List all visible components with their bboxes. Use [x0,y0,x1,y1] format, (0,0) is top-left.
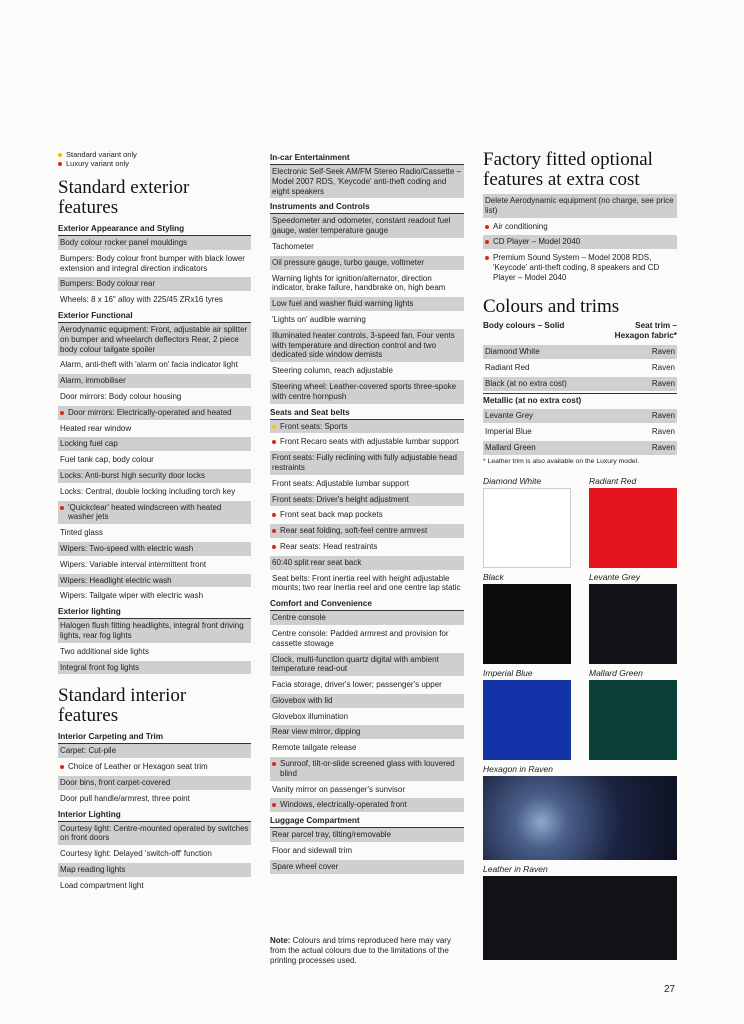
red-dot-icon [485,240,489,244]
list-item-text: Wipers: Headlight electric wash [60,575,172,585]
optional-list [483,194,677,285]
red-dot-icon [485,225,489,229]
list-item-text: Steering wheel: Leather-covered sports three-spoke with centre hornpush [272,381,457,401]
interior-title: Standard interior features [58,685,187,727]
list-item [58,776,251,790]
list-item-text: Alarm, anti-theft with 'alarm on' facia indicator light [60,360,238,370]
list-item-text: Load compartment light [60,880,144,890]
list-item-text: Integral front fog lights [60,662,140,672]
colour-row [483,377,677,391]
list-item-text: Door bins, front carpet-covered [60,777,171,787]
swatch-row [483,668,677,760]
swatch-colour [483,680,571,760]
colour-name: Radiant Red [485,362,530,372]
list-item-text: Oil pressure gauge, turbo gauge, voltmeter [272,257,425,267]
list-item [58,589,251,603]
group-heading: Interior Carpeting and Trim [58,730,251,744]
list-item-text: Rear parcel tray, tilting/removable [272,830,392,840]
list-item [58,358,251,372]
list-item [58,293,251,307]
list-item [58,879,251,893]
list-item-text: Body colour rocker panel mouldings [60,238,188,247]
list-item-text: Front seats: Sports [280,421,348,431]
list-item [58,792,251,806]
swatch-label: Levante Grey [589,572,641,582]
group-heading: Seats and Seat belts [270,406,464,420]
list-item-text: Locks: Central, double locking including torch key [60,486,236,496]
group-list [58,323,251,603]
list-item [58,501,251,525]
list-item [270,477,464,491]
group-list [58,236,251,307]
column-middle [270,150,464,876]
colour-name: Black (at no extra cost) [485,378,567,388]
list-item-text: Centre console [272,613,326,623]
list-item [58,437,251,451]
list-item-text: Remote tailgate release [272,743,357,753]
colour-row [483,441,677,455]
list-item-text: Rear view mirror, dipping [272,727,361,737]
list-item [270,297,464,311]
list-item-text: Facia storage, driver's lower; passenger's upper [272,680,442,690]
page-number: 27 [664,984,676,995]
group-list [58,744,251,805]
metallic-colours [483,409,677,455]
list-item-text: Seat belts: Front inertia reel with height adjustable mounts; two rear inertia reel and one centre lap static [272,573,461,593]
group-heading: Luggage Compartment [270,814,464,828]
group-heading: In-car Entertainment [270,151,464,165]
list-item [270,611,464,625]
list-item [58,526,251,540]
colours-header: Body colours – Solid Seat trim – Hexagon fabric* [483,320,677,340]
list-item-text: Warning lights for ignition/alternator, direction indicator, brake failure, handbrake on, high beam [272,273,446,293]
trim-colour [483,876,677,960]
list-item [270,329,464,362]
group-heading: Interior Lighting [58,808,251,822]
list-item [270,451,464,475]
list-item-text: Halogen flush fitting headlights, integral front driving lights, rear fog lights [60,621,244,640]
list-item-text: Electronic Self-Seek AM/FM Stereo Radio/Cassette – Model 2007 RDS, 'Keycode' anti-theft coding and eight speakers [272,167,461,196]
list-item [270,844,464,858]
list-item-text: Front seats: Fully reclining with fully adjustable head restraints [272,453,457,472]
list-item [270,272,464,296]
list-item [483,235,677,249]
swatch-colour [589,584,677,664]
swatch-label: Mallard Green [589,668,643,678]
list-item [270,757,464,781]
list-item-text: Map reading lights [60,864,126,874]
list-item [58,744,251,758]
red-dot-icon [485,256,489,260]
list-item [58,252,251,276]
colour-trim: Raven [651,426,675,436]
group-list [270,165,464,198]
group-list [270,611,464,812]
list-item-text: Choice of Leather or Hexagon seat trim [68,762,208,772]
list-item-text: Locking fuel cap [60,439,118,449]
swatch [589,476,677,568]
group-heading: Exterior Appearance and Styling [58,222,251,236]
list-item-text: Clock, multi-function quartz digital with ambient temperature read-out [272,654,439,674]
trim-swatch [483,764,677,860]
list-item-text: 'Lights on' audible warning [272,314,366,324]
column-left [58,150,251,894]
list-item-text: Windows, electrically-operated front [280,800,407,810]
group-list [270,214,464,403]
list-item-text: Tachometer [272,241,314,251]
list-item [270,493,464,507]
list-item-text: Wheels: 8 x 16" alloy with 225/45 ZRx16 tyres [60,295,223,305]
swatch [483,668,571,760]
middle-groups [270,151,464,874]
colour-trim: Raven [651,442,675,452]
list-item [270,678,464,692]
list-item [270,420,464,434]
list-item-text: 'Quickclear' heated windscreen with heated washer jets [68,502,222,522]
red-dot-icon [272,513,276,517]
group-list [58,619,251,674]
trim-label: Leather in Raven [483,864,548,874]
list-item [58,277,251,291]
list-item [58,485,251,499]
list-item-text: Two additional side lights [60,646,149,656]
list-item-text: Vanity mirror on passenger's sunvisor [272,784,405,794]
list-item [58,422,251,436]
list-item [270,556,464,570]
list-item-text: Front seat back map pockets [280,510,383,520]
list-item [270,214,464,238]
swatch-colour [483,584,571,664]
list-item [270,710,464,724]
colour-row [483,361,677,375]
list-item [270,653,464,677]
exterior-groups [58,222,251,674]
list-item-text: Floor and sidewall trim [272,846,353,856]
red-dot-icon [60,411,64,415]
list-item-text: Carpet: Cut-pile [60,746,117,756]
swatch [589,572,677,664]
swatch-colour [483,488,571,568]
colour-name: Mallard Green [485,442,536,452]
list-item [58,542,251,556]
list-item-text: Door pull handle/armrest, three point [60,793,190,803]
group-heading: Comfort and Convenience [270,597,464,611]
list-item-text: Door mirrors: Body colour housing [60,391,182,401]
list-item [58,619,251,643]
group-heading: Exterior lighting [58,605,251,619]
list-item-text: CD Player – Model 2040 [493,237,581,247]
list-item [270,725,464,739]
colour-trim: Raven [651,410,675,420]
group-heading: Exterior Functional [58,309,251,323]
colour-row [483,425,677,439]
colours-title: Colours and trims [483,295,620,317]
list-item-text: Bumpers: Body colour front bumper with black lower extension and integral direction indicators [60,253,245,273]
list-item-text: Bumpers: Body colour rear [60,279,156,289]
colour-trim: Raven [651,378,675,388]
column-right [483,150,677,466]
list-item-text: Rear seats: Head restraints [280,541,378,551]
list-item-text: Spare wheel cover [272,861,339,871]
list-item [58,558,251,572]
solid-colours [483,345,677,391]
list-item [270,165,464,198]
swatch [483,572,571,664]
legend [58,150,251,168]
list-item [270,240,464,254]
list-item-text: Door mirrors: Electrically-operated and heated [68,407,232,417]
yellow-dot-icon [58,153,62,157]
swatch-row [483,476,677,568]
swatches [483,476,677,960]
list-item-text: Glovebox illumination [272,711,349,721]
footnote: * Leather trim is also available on the Luxury model. [483,457,640,465]
list-item-text: 60:40 split rear seat back [272,557,362,567]
list-item [58,390,251,404]
list-item [270,540,464,554]
list-item [483,220,677,234]
list-item [58,645,251,659]
list-item-text: Courtesy light: Centre-mounted operated by switches on front doors [60,823,249,843]
list-item-text: Courtesy light: Delayed 'switch-off' function [60,849,212,859]
list-item [270,364,464,378]
list-item-text: Sunroof, tilt-or-slide screened glass with louvered blind [280,759,455,778]
list-item-text: Speedometer and odometer, constant readout fuel gauge, water temperature gauge [272,216,451,236]
list-item-text: Wipers: Tailgate wiper with electric wash [60,591,204,601]
list-item [58,863,251,877]
red-dot-icon [272,529,276,533]
trim-swatch [483,864,677,960]
list-item-text: Front Recaro seats with adjustable lumbar support [280,437,459,447]
list-item-text: Premium Sound System – Model 2008 RDS, 'Keycode' anti-theft coding, 8 speakers and CD Player – Model 2040 [493,253,660,282]
colour-row [483,345,677,359]
list-item-text: Front seats: Driver's height adjustment [272,494,409,504]
colour-trim: Raven [651,346,675,356]
trim-label: Hexagon in Raven [483,764,553,774]
list-item [483,194,677,218]
red-dot-icon [60,506,64,510]
list-item [58,406,251,420]
optional-title: Factory fitted optional features at extra cost [483,149,653,190]
list-item [270,627,464,651]
colour-row [483,409,677,423]
colour-name: Imperial Blue [485,426,532,436]
list-item [270,435,464,449]
metallic-header: Metallic (at no extra cost) [483,393,677,407]
list-item [270,741,464,755]
legend-luxury: Luxury variant only [58,159,251,168]
list-item [270,572,464,596]
swatch-label: Diamond White [483,476,542,486]
list-item [58,661,251,675]
swatch [589,668,677,760]
swatch-label: Imperial Blue [483,668,533,678]
list-item-text: Tinted glass [60,528,103,538]
list-item [270,256,464,270]
swatch-label: Black [483,572,504,582]
list-item-text: Heated rear window [60,423,132,433]
note: Note: Colours and trims reproduced here may vary from the actual colours due to the limitations of the printing processes used. [270,936,451,965]
list-item-text: Air conditioning [493,221,548,231]
list-item [270,828,464,842]
red-dot-icon [272,440,276,444]
list-item [483,251,677,284]
colour-name: Levante Grey [485,410,534,420]
yellow-dot-icon [272,425,276,429]
list-item [58,822,251,846]
group-list [58,822,251,893]
list-item-text: Fuel tank cap, body colour [60,455,154,465]
red-dot-icon [60,765,64,769]
list-item [270,860,464,874]
list-item [270,313,464,327]
list-item [270,508,464,522]
list-item [58,374,251,388]
list-item-text: Aerodynamic equipment: Front, adjustable air splitter on bumper and wheelarch deflectors Rear, 2 piece body colour tailgate spoiler [60,324,248,354]
group-list [270,828,464,873]
list-item [58,453,251,467]
list-item [270,524,464,538]
list-item [270,783,464,797]
colour-name: Diamond White [485,346,540,356]
list-item [270,380,464,404]
list-item-text: Alarm, immobiliser [60,376,126,386]
list-item [58,469,251,483]
list-item-text: Front seats: Adjustable lumbar support [272,478,409,488]
swatch-colour [589,488,677,568]
list-item-text: Rear seat folding, soft-feel centre armrest [280,526,428,536]
list-item [58,574,251,588]
swatch-label: Radiant Red [589,476,637,486]
list-item [58,847,251,861]
red-dot-icon [272,545,276,549]
red-dot-icon [272,762,276,766]
swatch [483,476,571,568]
list-item-text: Locks: Anti-burst high security door locks [60,470,205,480]
red-dot-icon [272,803,276,807]
list-item [58,323,251,356]
list-item [270,798,464,812]
list-item [270,694,464,708]
legend-standard: Standard variant only [58,150,251,159]
list-item-text: Centre console: Padded armrest and provision for cassette stowage [272,628,449,648]
swatch-colour [589,680,677,760]
colour-trim: Raven [651,362,675,372]
group-heading: Instruments and Controls [270,200,464,214]
red-dot-icon [58,162,62,166]
list-item-text: Low fuel and washer fluid warning lights [272,299,414,309]
list-item-text: Delete Aerodynamic equipment (no charge, see price list) [485,196,674,215]
group-list [270,420,464,596]
list-item-text: Steering column, reach adjustable [272,366,393,376]
list-item [58,236,251,250]
exterior-title: Standard exterior features [58,177,190,218]
list-item [58,760,251,774]
list-item-text: Glovebox with lid [272,695,333,705]
swatch-row [483,572,677,664]
list-item-text: Wipers: Variable interval intermittent front [60,559,207,569]
list-item-text: Wipers: Two-speed with electric wash [60,543,194,553]
list-item-text: Illuminated heater controls, 3-speed fan. Four vents with temperature and direction control and two dedicated side window demists [272,330,455,360]
interior-groups [58,730,251,892]
trim-colour [483,776,677,860]
